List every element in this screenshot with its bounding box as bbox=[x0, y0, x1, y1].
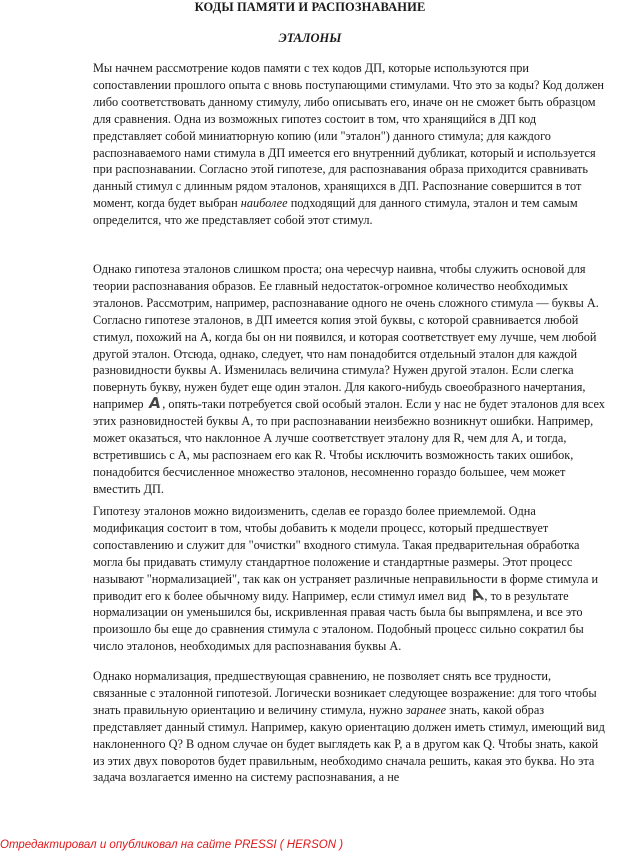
paragraph-1-emphasis: наиболее bbox=[240, 196, 288, 211]
paragraph-1-text-a: Мы начнем рассмотрение кодов памяти с тех кодов ДП, которые используются при сопоставлении прошлого опыта с вновь поступающими стимулами. Что это за коды? Код должен либо соответствовать данному стимулу, либо описывать его, иначе он не сможет быть образцом для сравнения. Одна из возможных гипотез состоит в том, что хранящийся в ДП код представляет собой миниатюрную копию (или "эталон") данного стимула; для каждого распознаваемого нами стимула в ДП имеется его внутренний дубликат, который и используется при распознавании. Согласно этой гипотезе, для распознавания образа приходится сравнивать данный стимул с длинным рядом эталонов, хранящихся в ДП. Распознание совершится в тот момент, когда будет выбран bbox=[93, 61, 604, 211]
paragraph-1 bbox=[93, 60, 605, 229]
stylized-letter-a-icon: A bbox=[147, 394, 162, 413]
paragraph-2-text-b: , опять-таки потребуется свой особый эталон. Если у нас не будет эталонов для всех этих разновидностей буквы А, то при распознавании неизбежно возникнут ошибки. Например, может оказаться, что наклонное А лучше соответствует эталону для R, чем для А, и тогда, встретившись с А, мы распознаем его как R. Чтобы исключить возможность таких ошибок, понадобится бесчисленное множество эталонов, несомненно гораздо большее, чем может вместить ДП. bbox=[93, 397, 605, 496]
paragraph-3 bbox=[93, 503, 605, 655]
paragraph-2-text-a: Однако гипотеза эталонов слишком проста; она чересчур наивна, чтобы служить основой для теории распознавания образов. Ее главный недостаток-огромное количество необходимых эталонов. Рассмотрим, например, распознавание одного не очень сложного стимула — буквы А. Согласно гипотезе эталонов, в ДП имеется копия этой буквы, с которой сравнивается любой стимул, похожий на А, когда бы он ни появился, и которая соответствует ему лучше, чем любой другой эталон. Отсюда, однако, следует, что нам понадобится отдельный эталон для каждой разновидности буквы А. Изменилась величина стимула? Нужен другой эталон. Если слегка повернуть букву, нужен будет еще один эталон. Для какого-нибудь своеобразного начертания, например bbox=[93, 262, 599, 412]
paragraph-4-text-b: знать, какой образ представляет данный стимул. Например, какую ориентацию должен иметь стимул, имеющий вид наклоненного Q? В одном случае он будет выглядеть как Р, а в другом как Q. Чтобы знать, какой из этих двух поворотов будет правильным, необходимо сначала решить, какая это буква. Но эта задача возлагается именно на систему распознавания, а не bbox=[93, 702, 605, 785]
paragraph-2 bbox=[93, 261, 605, 498]
section-subtitle: ЭТАЛОНЫ bbox=[278, 31, 342, 45]
publisher-footer: Отредактировал и опубликовал на сайте PRESSI ( HERSON ) bbox=[0, 839, 344, 851]
paragraph-3-text-b: , то в результате нормализации он уменьшился бы, искривленная правая часть была бы выпрямлена, и все это произошло бы еще до сравнения стимула с эталоном. Подобный процесс сильно сократил бы число эталонов, необходимых для распознавания буквы А. bbox=[93, 588, 584, 654]
page-title: КОДЫ ПАМЯТИ И РАСПОЗНАВАНИЕ bbox=[194, 0, 426, 14]
paragraph-3-text-a: Гипотезу эталонов можно видоизменить, сделав ее гораздо более приемлемой. Одна модификация состоит в том, чтобы добавить к модели процесс, который предшествует сопоставлению и служит для "очистки" входного стимула. Такая предварительная обработка могла бы придавать стимулу стандартное положение и стандартные размеры. Этот процесс называют "нормализацией", так как он устраняет различные неправильности в форме стимула и приводит его к более обычному виду. Например, если стимул имел вид bbox=[93, 504, 599, 603]
distorted-letter-a-icon: A bbox=[467, 584, 486, 605]
paragraph-4 bbox=[93, 668, 605, 786]
paragraph-1-text-b: подходящий для данного стимула, эталон и тем самым определится, что же представляет собой этот стимул. bbox=[93, 196, 578, 228]
paragraph-4-emphasis: заранее bbox=[405, 702, 447, 717]
paragraph-4-text-a: Однако нормализация, предшествующая сравнению, не позволяет снять все трудности, связанные с эталонной гипотезой. Логически возникает следующее возражение: для того чтобы знать правильную ориентацию и величину стимула, нужно bbox=[93, 669, 597, 717]
